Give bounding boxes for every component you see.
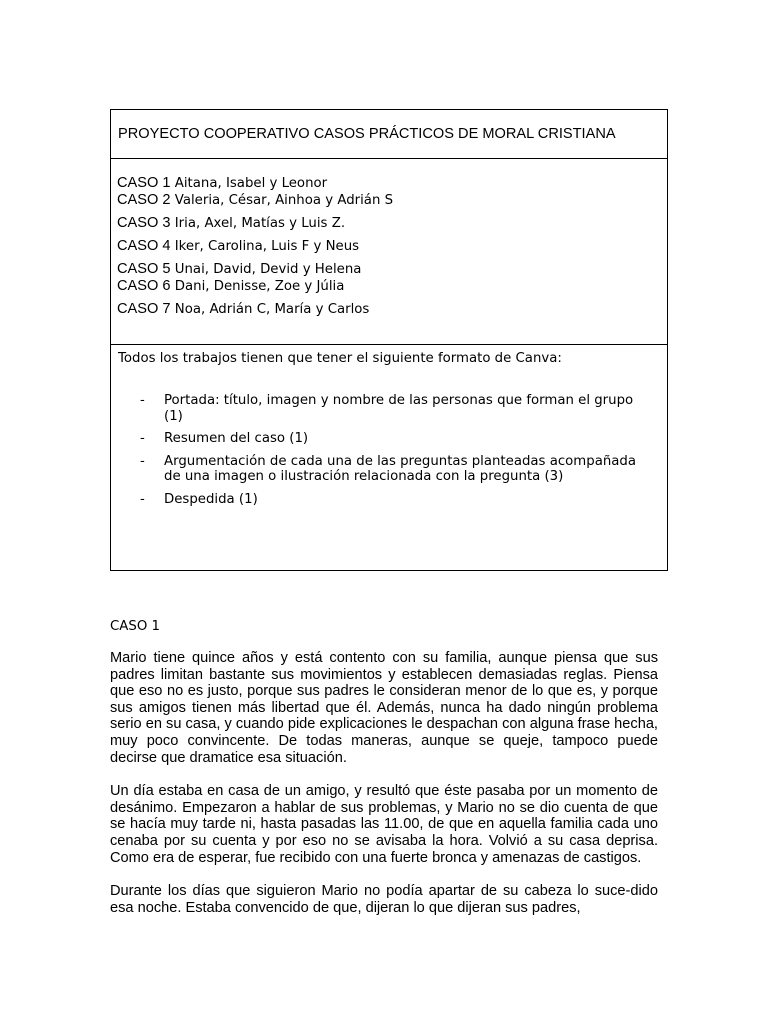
format-cell (111, 345, 667, 570)
group-line (117, 215, 667, 232)
case-heading: CASO 1 (110, 619, 160, 634)
case-tag: CASO 7 (117, 301, 171, 317)
project-title: PROYECTO COOPERATIVO CASOS PRÁCTICOS DE MORAL CRISTIANA (118, 126, 616, 142)
group-line (117, 192, 667, 209)
case-tag: CASO 3 (117, 215, 171, 231)
table-title-cell (111, 110, 667, 159)
group-line (117, 238, 667, 255)
group-members: Iker, Carolina, Luis F y Neus (174, 239, 360, 254)
paragraph: Un día estaba en casa de un amigo, y resultó que éste pasaba por un momento de desánimo. Empezaron a hablar de sus problemas, y Mario no se dio cuenta de que se hacía muy tarde ni, hasta pasadas las 11.00, de que en aquella familia cada uno cenaba por su cuenta y por eso no se avisaba la hora. Volvió a su casa deprisa. Como era de esperar, fue recibido con una fuerte bronca y amenazas de castigos. (110, 783, 658, 866)
group-members: Valeria, César, Ainhoa y Adrián S (174, 193, 394, 208)
list-item-text: Argumentación de cada una de las preguntas planteadas acompañada de una imagen o ilustración relacionada con la pregunta (3) (164, 453, 637, 484)
paragraph: Mario tiene quince años y está contento con su familia, aunque piensa que sus padres limitan bastante sus movimientos y establecen demasiadas reglas. Piensa que eso no es justo, porque sus padres le consideran menor de lo que es, y porque sus amigos tienen más libertad que él. Además, nunca ha dado ningún problema serio en su casa, y cuando pide explicaciones le despachan con alguna frase hecha, muy poco convincente. De todas maneras, aunque se queje, tampoco puede decirse que dramatice esa situación. (110, 650, 658, 766)
paragraph: Durante los días que siguieron Mario no podía apartar de su cabeza lo suce-dido esa noche. Estaba convencido de que, dijeran lo que dijeran sus padres, (110, 883, 658, 916)
group-members: Aitana, Isabel y Leonor (174, 176, 328, 191)
assignment-table (110, 109, 668, 571)
list-item-text: Resumen del caso (1) (164, 431, 309, 446)
group-members: Noa, Adrián C, María y Carlos (174, 302, 370, 317)
group-members: Iria, Axel, Matías y Luis Z. (174, 216, 346, 231)
group-line (117, 301, 667, 318)
case-tag: CASO 4 (117, 238, 171, 254)
dash-bullet: - (140, 393, 145, 408)
dash-bullet: - (140, 453, 145, 469)
group-members: Dani, Denisse, Zoe y Júlia (174, 279, 345, 294)
list-item-text: Portada: título, imagen y nombre de las personas que forman el grupo (1) (164, 393, 634, 424)
group-members: Unai, David, Devid y Helena (174, 262, 362, 277)
case-content (110, 618, 658, 933)
group-line (117, 261, 667, 278)
format-list (118, 393, 667, 507)
list-item (118, 431, 667, 447)
case-tag: CASO 2 (117, 192, 171, 208)
group-line (117, 175, 667, 192)
case-tag: CASO 5 (117, 261, 171, 277)
format-intro: Todos los trabajos tienen que tener el siguiente formato de Canva: (118, 351, 562, 366)
dash-bullet: - (140, 491, 145, 507)
case-tag: CASO 6 (117, 278, 171, 294)
list-item (118, 454, 667, 485)
list-item (118, 393, 667, 424)
case-tag: CASO 1 (117, 175, 171, 191)
dash-bullet: - (140, 431, 145, 446)
groups-cell (111, 159, 667, 345)
list-item-text: Despedida (1) (164, 491, 258, 507)
group-line (117, 278, 667, 295)
list-item (118, 492, 667, 508)
